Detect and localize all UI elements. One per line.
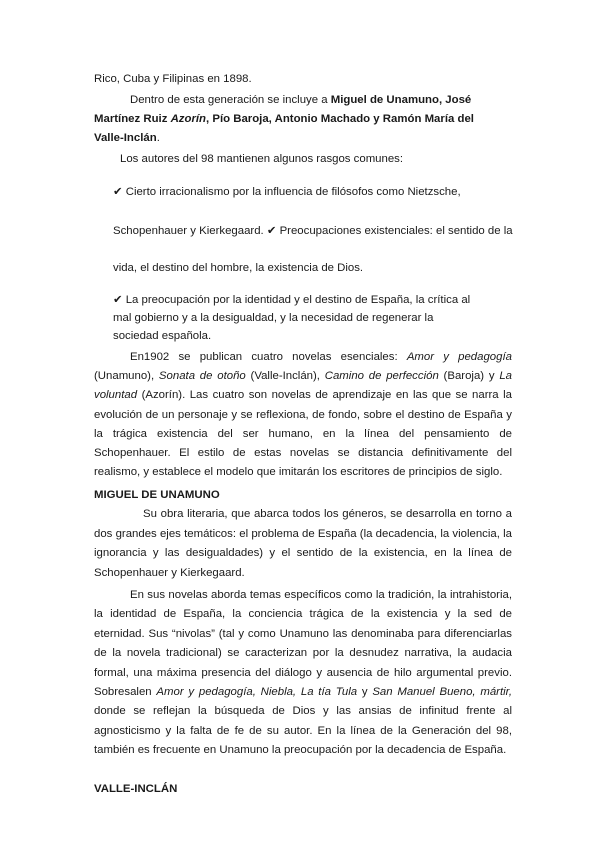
author-names: Miguel de Unamuno, José xyxy=(330,94,472,106)
author-names: , Pío Baroja, Antonio Machado y Ramón María del xyxy=(206,113,474,125)
trait-1-line-2 xyxy=(113,224,513,238)
trait-3-line-2: mal gobierno y a la desigualdad, y la necesidad de regenerar la xyxy=(113,312,434,324)
generation-authors-line-2 xyxy=(94,112,474,126)
text-run: . xyxy=(156,132,160,144)
trait-text: Preocupaciones existenciales: el sentido de la xyxy=(276,225,513,237)
text-run: (Valle-Inclán), xyxy=(245,370,325,383)
author-azorin: Azorín xyxy=(170,113,207,125)
section-heading-valle-inclan: VALLE-INCLÁN xyxy=(94,783,178,795)
text-run: Dentro de esta generación se incluye a xyxy=(130,94,331,106)
trait-text: Schopenhauer y Kierkegaard. xyxy=(113,225,267,237)
text-run: (Azorín). Las cuatro son novelas de aprendizaje en las que se narra la evolución de un personaje y se reflexiona, de fondo, sobre el destino de España y la trágica existencia del ser humano, en la línea del pensamiento de Schopenhauer. El estilo de estas novelas se distancia definitivamente del realismo, y establece el modelo que imitarán los escritores de principios de siglo. xyxy=(94,389,512,479)
checkmark-icon: ✔ xyxy=(266,225,277,237)
text-run: y xyxy=(357,686,373,699)
trait-text: La preocupación por la identidad y el destino de España, la crítica al xyxy=(122,294,471,306)
generation-authors-line-3 xyxy=(94,131,160,145)
novel-title: Sonata de otoño xyxy=(158,370,246,383)
text-run: En sus novelas aborda temas específicos como la tradición, la intrahistoria, la identidad de España, la conciencia trágica de la existencia y la sed de eternidad. Sus “nivolas” (tal y como Unamuno las denominaba para diferenciarlas de la novela tradicional) se caracterizan por la desnudez narrativa, la audacia formal, una máxima presencia del diálogo y ausencia de hilo argumental previo. Sobresalen xyxy=(94,589,512,699)
checkmark-icon: ✔ xyxy=(113,186,123,198)
unamuno-novels-paragraph xyxy=(94,586,512,761)
text-run: (Unamuno), xyxy=(94,370,159,383)
novel-title: Amor y pedagogía xyxy=(406,351,512,363)
novel-title: La voluntad xyxy=(94,370,512,402)
novel-title: San Manuel Bueno, mártir, xyxy=(372,686,512,699)
checkmark-icon: ✔ xyxy=(113,294,123,306)
text-run: (Baroja) y xyxy=(438,370,500,383)
paragraph-continuation: Rico, Cuba y Filipinas en 1898. xyxy=(94,73,252,85)
trait-1-line-1 xyxy=(113,185,461,199)
generation-authors-line-1 xyxy=(130,93,471,107)
author-names: Valle-Inclán xyxy=(94,132,157,144)
section-heading-unamuno: MIGUEL DE UNAMUNO xyxy=(94,489,220,501)
trait-3-line-3: sociedad española. xyxy=(113,330,212,342)
novels-1902-paragraph xyxy=(94,348,512,482)
text-run: En1902 se publican cuatro novelas esenciales: xyxy=(130,351,407,363)
trait-text: Cierto irracionalismo por la influencia de filósofos como Nietzsche, xyxy=(122,186,461,198)
novel-titles: Amor y pedagogía, Niebla, La tía Tula xyxy=(156,686,358,699)
traits-intro: Los autores del 98 mantienen algunos rasgos comunes: xyxy=(120,153,404,165)
trait-2-line-2: vida, el destino del hombre, la existencia de Dios. xyxy=(113,262,364,274)
author-names: Martínez Ruiz xyxy=(94,113,171,125)
unamuno-themes-paragraph: Su obra literaria, que abarca todos los géneros, se desarrolla en torno a dos grandes ejes temáticos: el problema de España (la decadencia, la violencia, la ignorancia y las desigualdades) y el sentido de la existencia, en la línea de Schopenhauer y Kierkegaard. xyxy=(94,508,512,579)
text-run: donde se reflejan la búsqueda de Dios y las ansias de infinitud frente al agnosticismo y la falta de fe de su autor. En la línea de la Generación del 98, también es frecuente en Unamuno la preocupación por la decadencia de España. xyxy=(94,705,512,757)
trait-3-line-1 xyxy=(113,293,470,307)
novel-title: Camino de perfección xyxy=(324,370,439,383)
